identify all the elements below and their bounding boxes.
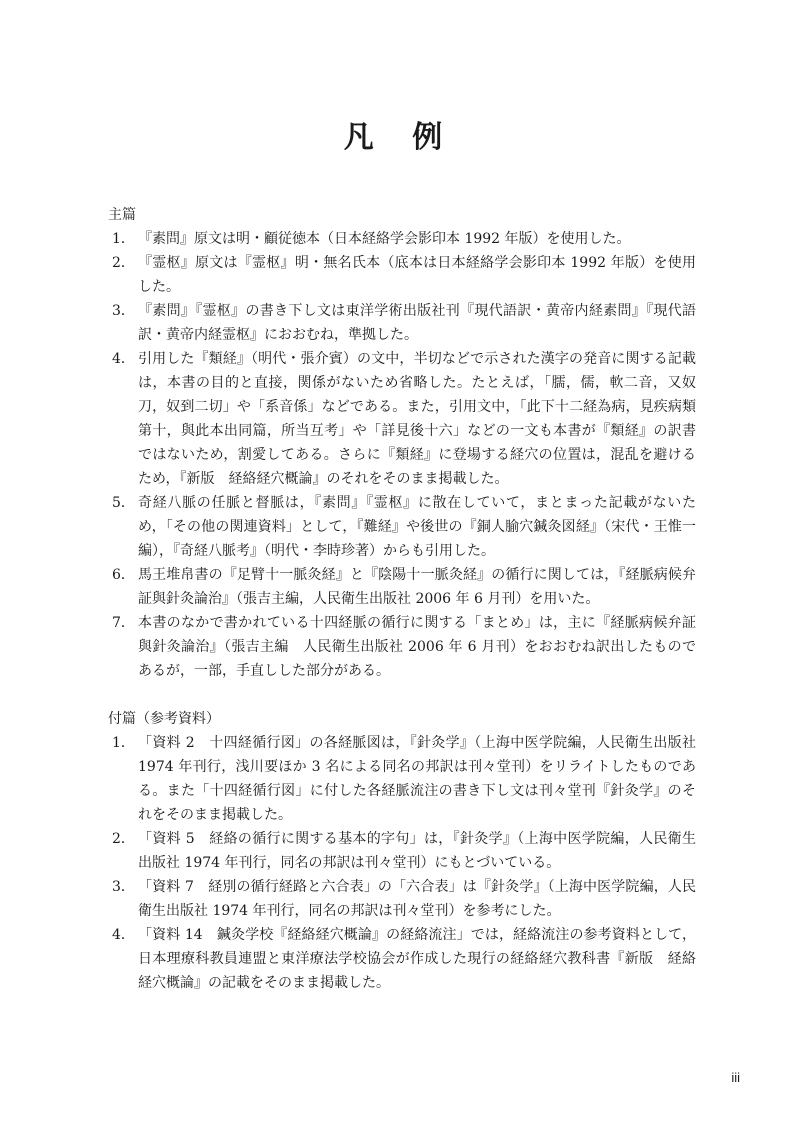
section-spacer bbox=[108, 683, 696, 707]
list-item bbox=[108, 611, 696, 683]
list-item bbox=[108, 731, 696, 827]
item-number: 3． bbox=[112, 303, 135, 319]
item-text: 「資料 2 十四経循行図」の各経脈図は，『針灸学』（上海中医学院編，人民衛生出版社 1974 年刊行，浅川要ほか 3 名による同名の邦訳は刊々堂刊）をリライトしたものである。また「十四経循行図」に付した各経脈流注の書き下し文は刊々堂刊『針灸学』のそれをそのまま掲載した。 bbox=[138, 735, 696, 823]
list-item bbox=[108, 251, 696, 299]
page-title: 凡 例 bbox=[343, 120, 457, 155]
item-text: 『素問』『霊枢』の書き下し文は東洋学術出版社刊『現代語訳・黄帝内経素問』『現代語訳・黄帝内経霊枢』におおむね，準拠した。 bbox=[138, 303, 696, 343]
list-item bbox=[108, 491, 696, 563]
item-number: 7． bbox=[112, 615, 135, 631]
item-text: 馬王堆帛書の『足臂十一脈灸経』と『陰陽十一脈灸経』の循行に関しては，『経脈病候弁証與針灸論治』（張吉主編，人民衛生出版社 2006 年 6 月刊）を用いた。 bbox=[138, 567, 696, 607]
list-item bbox=[108, 347, 696, 491]
item-number: 4． bbox=[112, 927, 135, 943]
item-number: 4． bbox=[112, 351, 135, 367]
item-text: 「資料 7 経別の循行経路と六合表」の「六合表」は『針灸学』（上海中医学院編，人民衛生出版社 1974 年刊行，同名の邦訳は刊々堂刊）を参考にした。 bbox=[138, 879, 696, 919]
item-text: 『素問』原文は明・顧従徳本（日本経絡学会影印本 1992 年版）を使用した。 bbox=[138, 231, 631, 247]
item-number: 1． bbox=[112, 735, 135, 751]
item-text: 「資料 14 鍼灸学校『経絡経穴概論』の経絡流注」では，経絡流注の参考資料として，日本理療科教員連盟と東洋療法学校協会が作成した現行の経絡経穴教科書『新版 経絡経穴概論』の記載をそのまま掲載した。 bbox=[138, 927, 696, 991]
page-number: iii bbox=[731, 1070, 740, 1085]
list-item bbox=[108, 299, 696, 347]
item-text: 『霊枢』原文は『霊枢』明・無名氏本（底本は日本経絡学会影印本 1992 年版）を使用した。 bbox=[138, 255, 696, 295]
item-text: 「資料 5 経絡の循行に関する基本的字句」は，『針灸学』（上海中医学院編，人民衛生出版社 1974 年刊行，同名の邦訳は刊々堂刊）にもとづいている。 bbox=[138, 831, 696, 871]
list-item bbox=[108, 875, 696, 923]
section-heading: 主篇 bbox=[108, 207, 136, 223]
list-item bbox=[108, 563, 696, 611]
list-item bbox=[108, 227, 696, 251]
item-number: 3． bbox=[112, 879, 135, 895]
item-number: 6． bbox=[112, 567, 135, 583]
section-main bbox=[108, 203, 696, 683]
item-number: 2． bbox=[112, 255, 135, 271]
item-text: 本書のなかで書かれている十四経脈の循行に関する「まとめ」は，主に『経脈病候弁証與針灸論治』（張吉主編 人民衛生出版社 2006 年 6 月刊）をおおむね訳出したものであるが，一部，手直しした部分がある。 bbox=[138, 615, 696, 679]
item-number: 1． bbox=[112, 231, 135, 247]
item-number: 2． bbox=[112, 831, 135, 847]
item-text: 引用した『類経』（明代・張介賓）の文中，半切などで示された漢字の発音に関する記載は，本書の目的と直接，関係がないため省略した。たとえば，「臑，儒，軟二音，又奴刀，奴到二切」や「系音係」などである。また，引用文中，「此下十二経為病，見疾病類第十，與此本出同篇，所当互考」や「詳見後十六」などの一文も本書が『類経』の訳書ではないため，割愛してある。さらに『類経』に登場する経穴の位置は，混乱を避けるため，『新版 経絡経穴概論』のそれをそのまま掲載した。 bbox=[138, 351, 696, 487]
item-text: 奇経八脈の任脈と督脈は，『素問』『霊枢』に散在していて，まとまった記載がないため，「その他の関連資料」として，『難経』や後世の『銅人腧穴鍼灸図経』（宋代・王惟一編），『奇経八脈考』（明代・李時珍著）からも引用した。 bbox=[138, 495, 696, 559]
page-content bbox=[108, 203, 696, 995]
item-number: 5． bbox=[112, 495, 135, 511]
item-list bbox=[108, 227, 696, 683]
section-appendix bbox=[108, 707, 696, 995]
list-item bbox=[108, 827, 696, 875]
item-list bbox=[108, 731, 696, 995]
list-item bbox=[108, 923, 696, 995]
section-heading: 付篇（参考資料） bbox=[108, 711, 220, 727]
